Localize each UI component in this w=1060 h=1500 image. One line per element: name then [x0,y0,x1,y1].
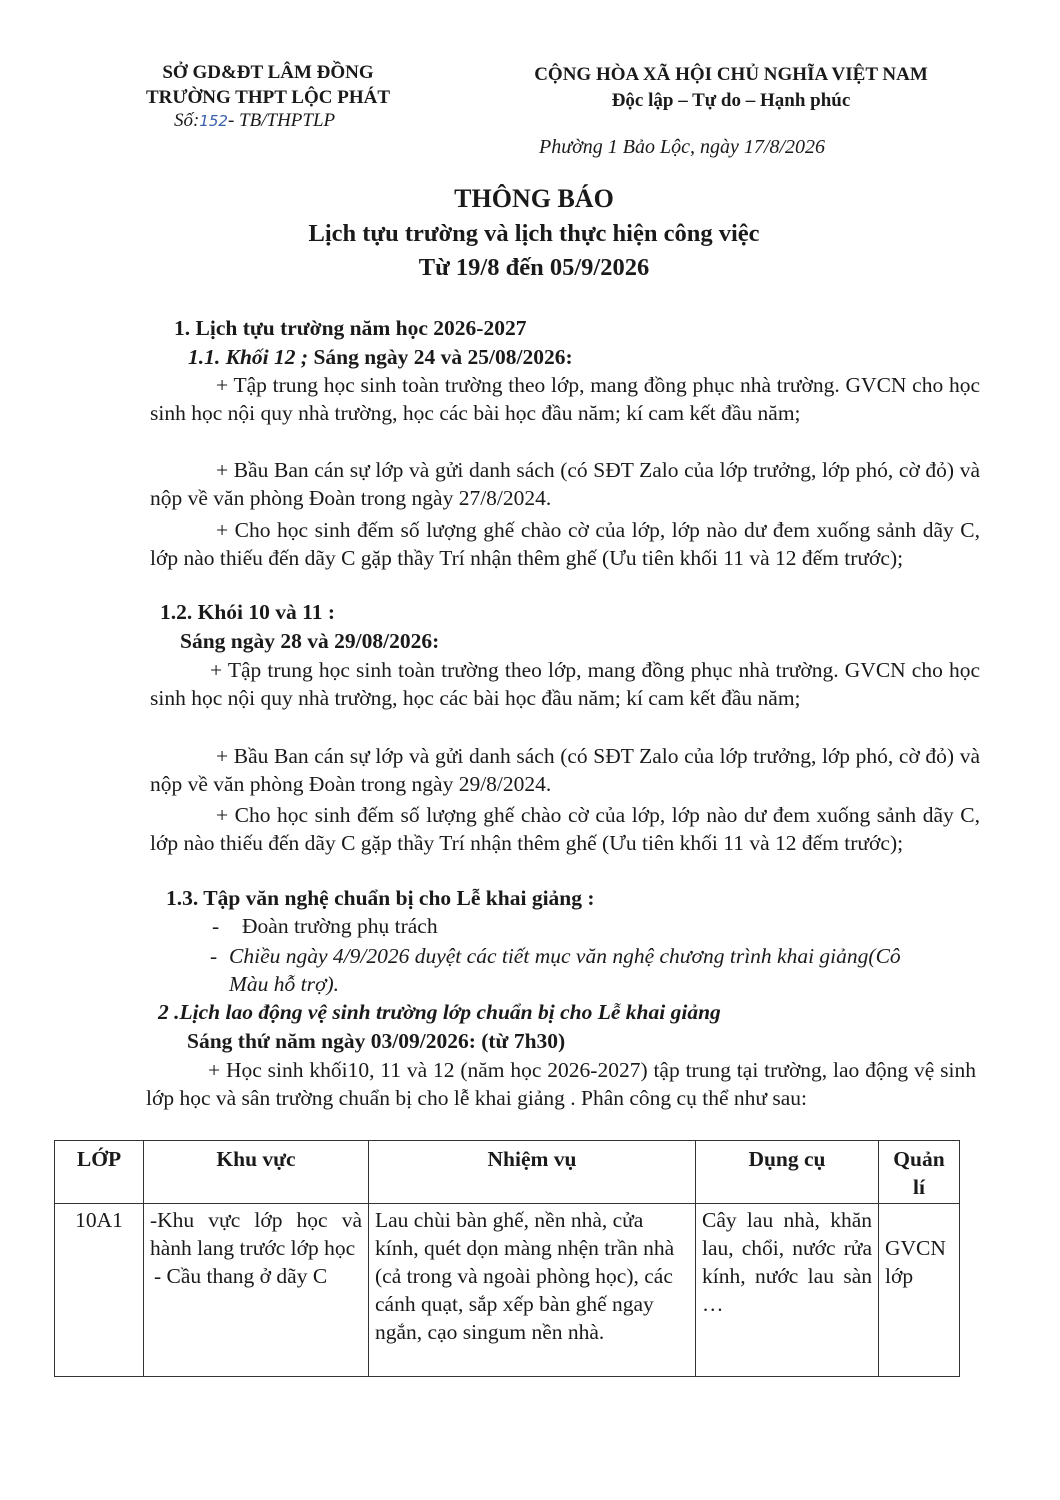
subsection-1-2-date: Sáng ngày 28 và 29/08/2026: [180,629,440,653]
area-line-1: -Khu vực lớp học và hành lang trước lớp học [150,1208,362,1260]
subsection-1-1-label: 1.1. Khối 12 ; [188,345,309,369]
bullet-dash-1: - [212,914,220,938]
header-task: Nhiệm vụ [369,1141,696,1204]
bullet-dash-2: - [210,944,218,968]
table-header-row [55,1141,960,1204]
s12-paragraph-3: + Cho học sinh đếm số lượng ghế chào cờ của lớp, lớp nào dư đem xuống sảnh dãy C, lớp nào thiếu đến dãy C gặp thầy Trí nhận thêm ghế (Ưu tiên khối 11 và 12 đếm trước); [150,803,980,855]
cell-tools: Cây lau nhà, khăn lau, chổi, nước rửa kính, nước lau sàn … [696,1204,879,1377]
s13-bullet-1: Đoàn trường phụ trách [242,914,438,938]
cell-area [144,1204,369,1377]
section-1-heading: 1. Lịch tựu trường năm học 2026-2027 [174,316,527,340]
department-name: SỞ GD&ĐT LÂM ĐỒNG [162,62,374,83]
national-motto: Độc lập – Tự do – Hạnh phúc [611,90,851,111]
section-2-date: Sáng thứ năm ngày 03/09/2026: (từ 7h30) [187,1029,566,1053]
area-line-2: - Cầu thang ở dãy C [154,1264,328,1288]
notice-subtitle-1: Lịch tựu trường và lịch thực hiện công việc [308,220,760,247]
s13-bullet-2: Chiều ngày 4/9/2026 duyệt các tiết mục văn nghệ chương trình khai giảng(Cô Màu hỗ trợ). [229,944,901,996]
s11-paragraph-3: + Cho học sinh đếm số lượng ghế chào cờ của lớp, lớp nào dư đem xuống sảnh dãy C, lớp nào thiếu đến dãy C gặp thầy Trí nhận thêm ghế (Ưu tiên khối 11 và 12 đếm trước); [150,518,980,570]
s12-paragraph-2: + Bầu Ban cán sự lớp và gửi danh sách (có SĐT Zalo của lớp trưởng, lớp phó, cờ đỏ) và nộp về văn phòng Đoàn trong ngày 29/8/2024. [150,744,980,796]
republic-name: CỘNG HÒA XÃ HỘI CHỦ NGHĨA VIỆT NAM [534,64,928,85]
school-name: TRƯỜNG THPT LỘC PHÁT [145,87,391,108]
cell-task: Lau chùi bàn ghế, nền nhà, cửa kính, quét dọn màng nhện trần nhà (cả trong và ngoài phòng học), các cánh quạt, sắp xếp bàn ghế ngay ngắn, cạo singum nền nhà. [369,1204,696,1377]
cell-class: 10A1 [55,1204,144,1377]
handwritten-number: 152 [199,112,228,130]
subsection-1-1-date: Sáng ngày 24 và 25/08/2026: [308,345,573,369]
number-prefix: Số: [174,110,200,131]
subsection-1-3-heading: 1.3. Tập văn nghệ chuẩn bị cho Lễ khai giảng : [166,886,595,910]
notice-subtitle-2: Từ 19/8 đến 05/9/2026 [418,254,650,281]
section-2-paragraph: + Học sinh khối10, 11 và 12 (năm học 2026-2027) tập trung tại trường, lao động vệ sinh lớp học và sân trường chuẩn bị cho lễ khai giảng . Phân công cụ thể như sau: [146,1058,976,1110]
cell-manager: GVCN lớp [879,1204,960,1377]
header-manager: Quản lí [879,1141,960,1204]
document-number [174,110,335,132]
s11-paragraph-2: + Bầu Ban cán sự lớp và gửi danh sách (có SĐT Zalo của lớp trưởng, lớp phó, cờ đỏ) và nộp về văn phòng Đoàn trong ngày 27/8/2024. [150,458,980,510]
subsection-1-1-heading [188,343,573,371]
s11-paragraph-1: + Tập trung học sinh toàn trường theo lớp, mang đồng phục nhà trường. GVCN cho học sinh học nội quy nhà trường, học các bài học đầu năm; kí cam kết đầu năm; [150,373,980,425]
task-assignment-table [54,1140,960,1377]
header-tools: Dụng cụ [696,1141,879,1204]
notice-title: THÔNG BÁO [454,184,614,213]
header-class: LỚP [55,1141,144,1204]
section-2-heading: 2 .Lịch lao động vệ sinh trường lớp chuẩn bị cho Lễ khai giảng [158,1000,721,1024]
number-suffix: - TB/THPTLP [227,110,336,131]
table-row [55,1204,960,1377]
header-area: Khu vực [144,1141,369,1204]
place-date: Phường 1 Bảo Lộc, ngày 17/8/2026 [539,136,826,158]
subsection-1-2-heading: 1.2. Khói 10 và 11 : [160,600,336,624]
s12-paragraph-1: + Tập trung học sinh toàn trường theo lớp, mang đồng phục nhà trường. GVCN cho học sinh học nội quy nhà trường, học các bài học đầu năm; kí cam kết đầu năm; [150,658,980,710]
